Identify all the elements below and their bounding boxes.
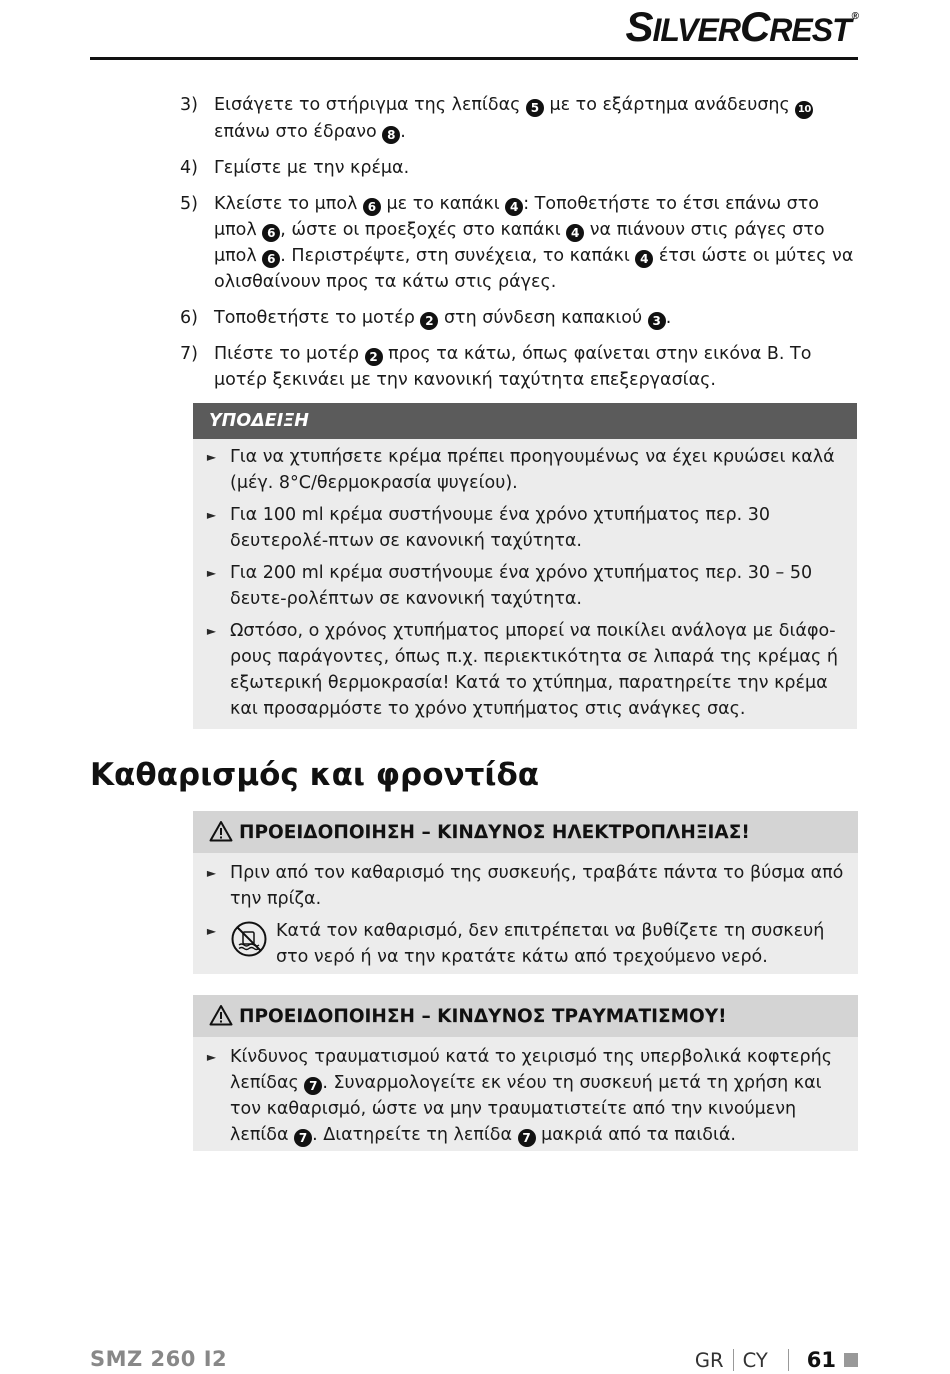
badge-7: 7 — [294, 1129, 312, 1147]
note-title: ΥΠΟΔΕΙΞΗ — [193, 403, 857, 439]
badge-10: 10 — [795, 101, 813, 119]
page-number: 61 — [806, 1348, 836, 1372]
bullet-arrow-icon: ► — [206, 450, 217, 464]
note-item: ► Για να χτυπήσετε κρέμα πρέπει προηγουμένως να έχει κρυώσει καλά (μέγ. 8°C/θερμοκρασία ψυγείου). — [193, 444, 857, 496]
warning-item: ► Κατά τον καθαρισμό, δεν επιτρέπεται να βυθίζετε τη συσκευή στο νερό ή να την κρατάτε κάτω από τρεχούμενο νερό. — [193, 918, 858, 970]
badge-4: 4 — [566, 224, 584, 242]
footer-page-info — [695, 1348, 858, 1372]
warning-injury-title: ΠΡΟΕΙΔΟΠΟΙΗΣΗ – ΚΙΝΔΥΝΟΣ ΤΡΑΥΜΑΤΙΣΜΟΥ! — [193, 995, 858, 1037]
step-4: 4) Γεμίστε με την κρέμα. — [180, 158, 410, 178]
warning-triangle-icon — [209, 999, 233, 1043]
badge-8: 8 — [382, 126, 400, 144]
footer-lang-cy: CY — [742, 1348, 768, 1372]
note-item: ► Για 100 ml κρέμα συστήνουμε ένα χρόνο χτυπήματος περ. 30 δευτερολέ-πτων σε κανονική ταχύτητα. — [193, 502, 857, 554]
bullet-arrow-icon: ► — [206, 508, 217, 522]
footer-divider — [788, 1349, 789, 1371]
brand-logo: SILVERCREST® — [625, 3, 858, 50]
header-rule — [90, 57, 858, 60]
step-6: 6) Τοποθετήστε το μοτέρ 2 στη σύνδεση καπακιού 3 . — [180, 308, 672, 328]
badge-7: 7 — [304, 1077, 322, 1095]
note-box — [193, 403, 857, 729]
badge-6: 6 — [363, 198, 381, 216]
badge-4: 4 — [635, 250, 653, 268]
warning-item: ► Κίνδυνος τραυματισμού κατά το χειρισμό της υπερβολικά κοφτερής λεπίδας 7 . Συναρμολογείτε εκ νέου τη συσκευή μετά τη χρήση και τον καθαρισμό, ώστε να μην τραυματιστείτε από την κινούμενη λεπίδα 7 . Διατηρείτε τη λεπίδα 7 μακριά από τα παιδιά. — [193, 1044, 858, 1148]
footer-lang-gr: GR — [694, 1348, 724, 1372]
step-7: 7) Πιέστε το μοτέρ 2 προς τα κάτω, όπως φαίνεται στην εικόνα B. Το μοτέρ ξεκινάει με την κανονική ταχύτητα επεξεργασίας. — [180, 344, 812, 390]
warning-item: ► Πριν από τον καθαρισμό της συσκευής, τραβάτε πάντα το βύσμα από την πρίζα. — [193, 860, 858, 912]
bullet-arrow-icon: ► — [206, 1050, 217, 1064]
badge-2: 2 — [365, 348, 383, 366]
bullet-arrow-icon: ► — [206, 866, 217, 880]
badge-4: 4 — [505, 198, 523, 216]
footer-divider — [733, 1349, 734, 1371]
warning-triangle-icon — [209, 815, 233, 859]
section-heading: Καθαρισμός και φροντίδα — [90, 757, 540, 793]
badge-7: 7 — [518, 1129, 536, 1147]
warning-injury-box — [193, 995, 858, 1151]
warning-electric-box — [193, 811, 858, 974]
badge-2: 2 — [420, 312, 438, 330]
bullet-arrow-icon: ► — [206, 624, 217, 638]
bullet-arrow-icon: ► — [206, 566, 217, 580]
bullet-arrow-icon: ► — [206, 924, 217, 938]
badge-5: 5 — [526, 99, 544, 117]
page-marker-square — [844, 1353, 858, 1367]
badge-6: 6 — [262, 250, 280, 268]
step-3: 3) Εισάγετε το στήριγμα της λεπίδας 5 με το εξάρτημα ανάδευσης 10 επάνω στο έδρανο 8 . — [180, 92, 856, 145]
note-item: ► Για 200 ml κρέμα συστήνουμε ένα χρόνο χτυπήματος περ. 30 – 50 δευτε-ρολέπτων σε κανονική ταχύτητα. — [193, 560, 857, 612]
no-immersion-icon — [230, 918, 276, 970]
warning-electric-title: ΠΡΟΕΙΔΟΠΟΙΗΣΗ – ΚΙΝΔΥΝΟΣ ΗΛΕΚΤΡΟΠΛΗΞΙΑΣ! — [193, 811, 858, 853]
footer-model: SMZ 260 I2 — [90, 1347, 228, 1371]
note-item: ► Ωστόσο, ο χρόνος χτυπήματος μπορεί να ποικίλει ανάλογα με διάφο-ρους παράγοντες, όπως π.χ. περιεκτικότητα σε λιπαρά της κρέμας ή εξωτερική θερμοκρασία! Κατά το χτύπημα, παρατηρείτε την κρέμα και προσαρμόστε το χρόνο χτυπήματος στις ανάγκες σας. — [193, 618, 857, 722]
badge-6: 6 — [262, 224, 280, 242]
badge-3: 3 — [648, 312, 666, 330]
step-5: 5) Κλείστε το μπολ 6 με το καπάκι 4 : Τοποθετήστε το έτσι επάνω στο μπολ 6 , ώστε οι προεξοχές στο καπάκι 4 να πιάνουν στις ράγες στο μπολ 6 . Περιστρέψτε, στη συνέχεια, το καπάκι 4 έτσι ώστε οι μύτες να ολισθαίνουν προς τα κάτω στις ράγες. — [180, 194, 854, 292]
steps-list — [180, 92, 856, 403]
